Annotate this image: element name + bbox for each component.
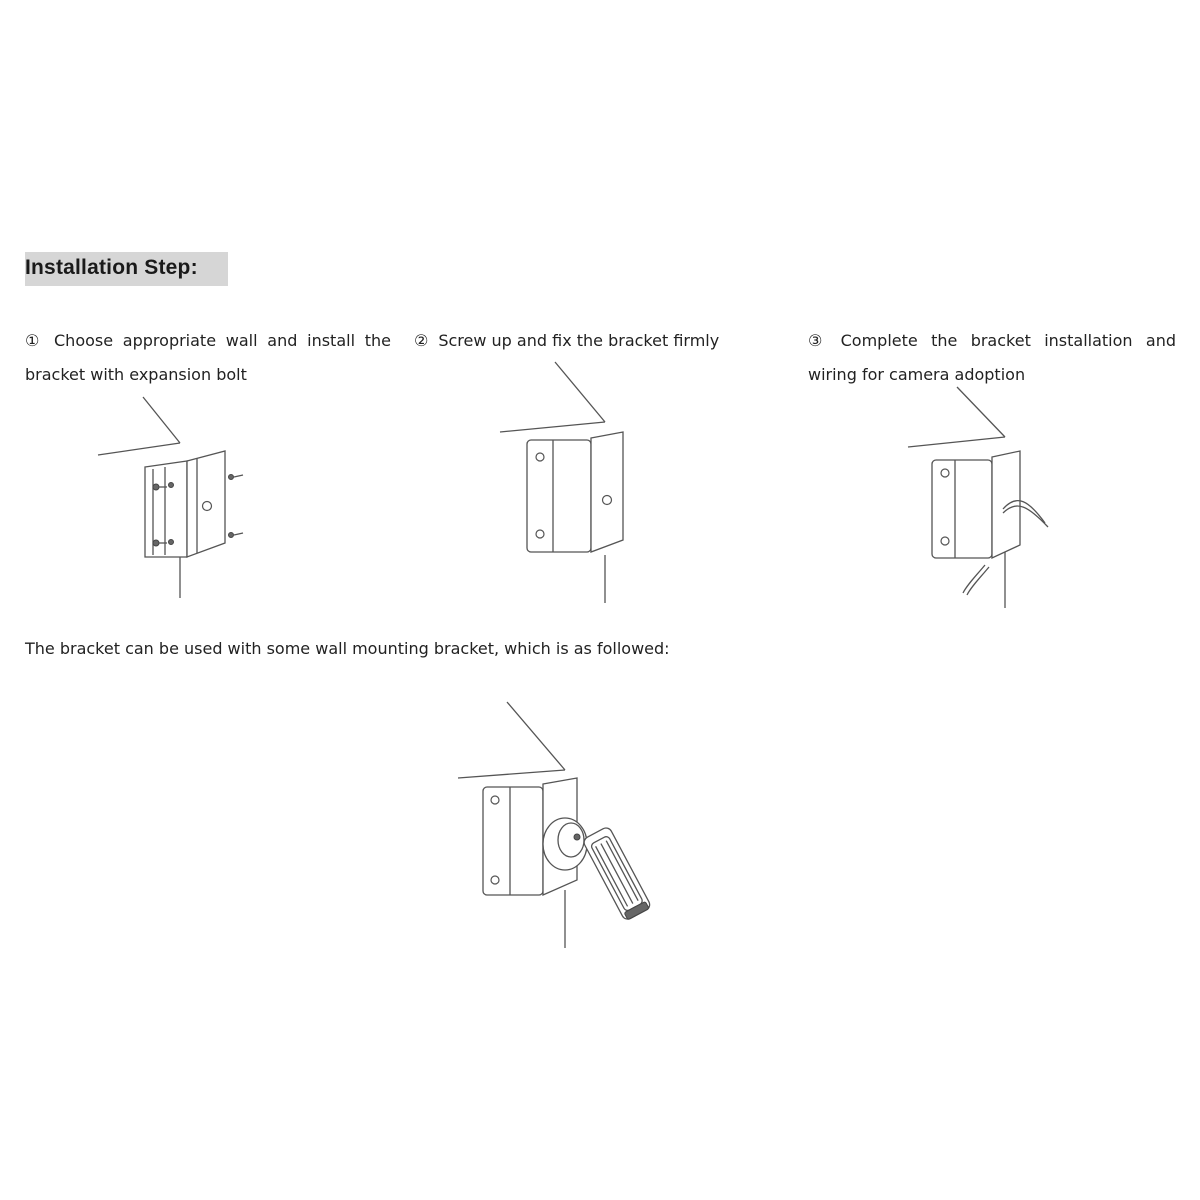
installation-heading: Installation Step: — [25, 252, 228, 286]
bullet-camera — [582, 826, 652, 921]
step-3-text: Complete the bracket installation and wiring for camera adoption — [808, 331, 1177, 384]
bracket-with-wiring-drawing — [905, 385, 1055, 610]
step-2-text: Screw up and fix the bracket firmly — [438, 331, 720, 350]
cable-hole — [203, 502, 212, 511]
step-1-instruction — [25, 324, 391, 392]
mount-hole-top — [536, 453, 544, 461]
step-1-text: Choose appropriate wall and install the bracket with expansion bolt — [25, 331, 392, 384]
step-2-instruction — [414, 324, 744, 358]
step-1-number: ① — [25, 331, 44, 350]
mount-hole-bottom — [941, 537, 949, 545]
step-3-instruction — [808, 324, 1176, 392]
mount-hole-top — [491, 796, 499, 804]
bracket-with-expansion-bolts-drawing — [95, 395, 255, 600]
step-3-number: ③ — [808, 331, 831, 350]
mount-hole-bottom — [491, 876, 499, 884]
bracket-with-camera-drawing — [455, 700, 665, 950]
mount-hole-bottom — [536, 530, 544, 538]
mount-hole-top — [941, 469, 949, 477]
cable-hole — [603, 496, 612, 505]
step-2-number: ② — [414, 331, 429, 350]
compatibility-note: The bracket can be used with some wall mounting bracket, which is as followed: — [25, 639, 670, 658]
camera-mount-base — [543, 818, 587, 870]
fixed-bracket-drawing — [495, 360, 635, 605]
